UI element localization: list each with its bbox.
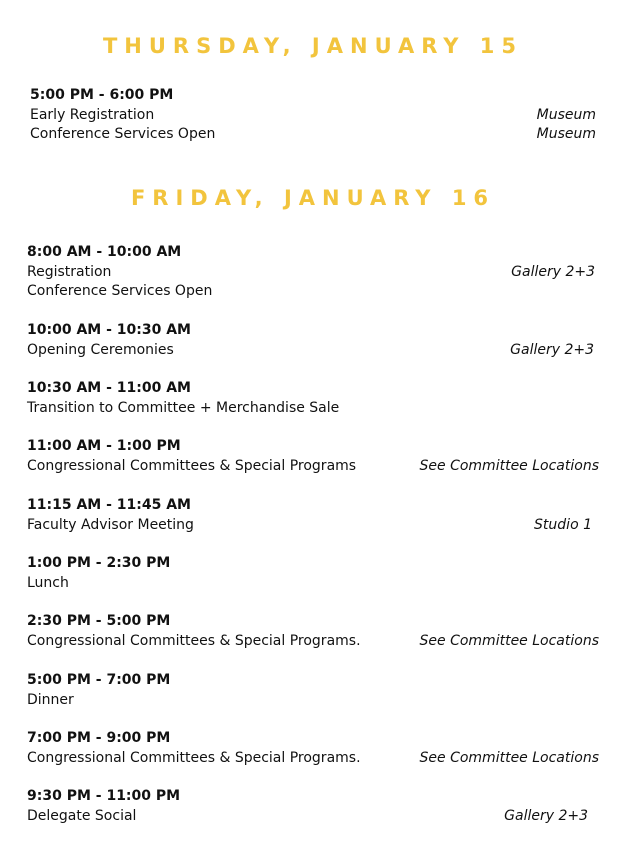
session-time: 2:30 PM - 5:00 PM [27,613,171,629]
event-name: Congressional Committees & Special Programs. [27,632,361,649]
session-block [27,671,599,710]
event-location: Gallery 2+3 [510,341,594,358]
event-location: See Committee Locations [419,457,599,474]
session-block [30,86,596,145]
session-row [27,263,599,283]
session-row [30,125,596,145]
session-block [27,321,599,360]
event-location: Museum [536,126,596,142]
event-name: Opening Ceremonies [27,341,174,358]
session-time: 10:30 AM - 11:00 AM [27,380,191,396]
session-time: 7:00 PM - 9:00 PM [27,730,171,746]
session-block [27,496,599,535]
session-block [27,729,599,768]
event-location: See Committee Locations [419,749,599,766]
event-name: Congressional Committees & Special Programs. [27,749,361,766]
session-time: 5:00 PM - 7:00 PM [27,672,171,688]
session-row [27,341,599,361]
session-block [27,554,599,593]
event-name: Faculty Advisor Meeting [27,516,194,533]
event-name: Registration [27,263,112,280]
session-block [27,437,599,476]
session-block [27,612,599,651]
event-location: See Committee Locations [419,632,599,649]
session-row [27,574,599,594]
event-name: Conference Services Open [27,283,213,299]
session-time: 8:00 AM - 10:00 AM [27,244,182,260]
session-time: 1:00 PM - 2:30 PM [27,555,171,571]
session-time: 11:00 AM - 1:00 PM [27,438,181,454]
session-row [27,516,599,536]
event-location: Gallery 2+3 [504,807,588,824]
session-row [27,399,599,419]
day-heading-thursday: THURSDAY, JANUARY 15 [102,34,523,58]
session-time: 5:00 PM - 6:00 PM [30,87,174,103]
session-row [30,106,596,126]
session-row [27,749,599,769]
event-name: Early Registration [30,106,155,123]
session-row [27,282,599,302]
session-time: 10:00 AM - 10:30 AM [27,322,191,338]
session-time: 9:30 PM - 11:00 PM [27,788,181,804]
event-name: Conference Services Open [30,126,216,142]
session-block [27,787,599,826]
session-block [27,379,599,418]
session-time: 11:15 AM - 11:45 AM [27,497,191,513]
session-row [27,632,599,652]
event-name: Dinner [27,691,74,708]
session-row [27,807,599,827]
event-name: Congressional Committees & Special Programs [27,457,357,474]
event-name: Lunch [27,574,69,591]
day-heading-friday: FRIDAY, JANUARY 16 [130,186,496,210]
event-name: Delegate Social [27,807,137,824]
event-location: Gallery 2+3 [511,263,595,280]
session-block [27,243,599,302]
session-row [27,457,599,477]
event-location: Museum [536,106,596,123]
event-name: Transition to Committee + Merchandise Sale [27,399,340,416]
event-location: Studio 1 [534,516,592,533]
session-row [27,691,599,711]
